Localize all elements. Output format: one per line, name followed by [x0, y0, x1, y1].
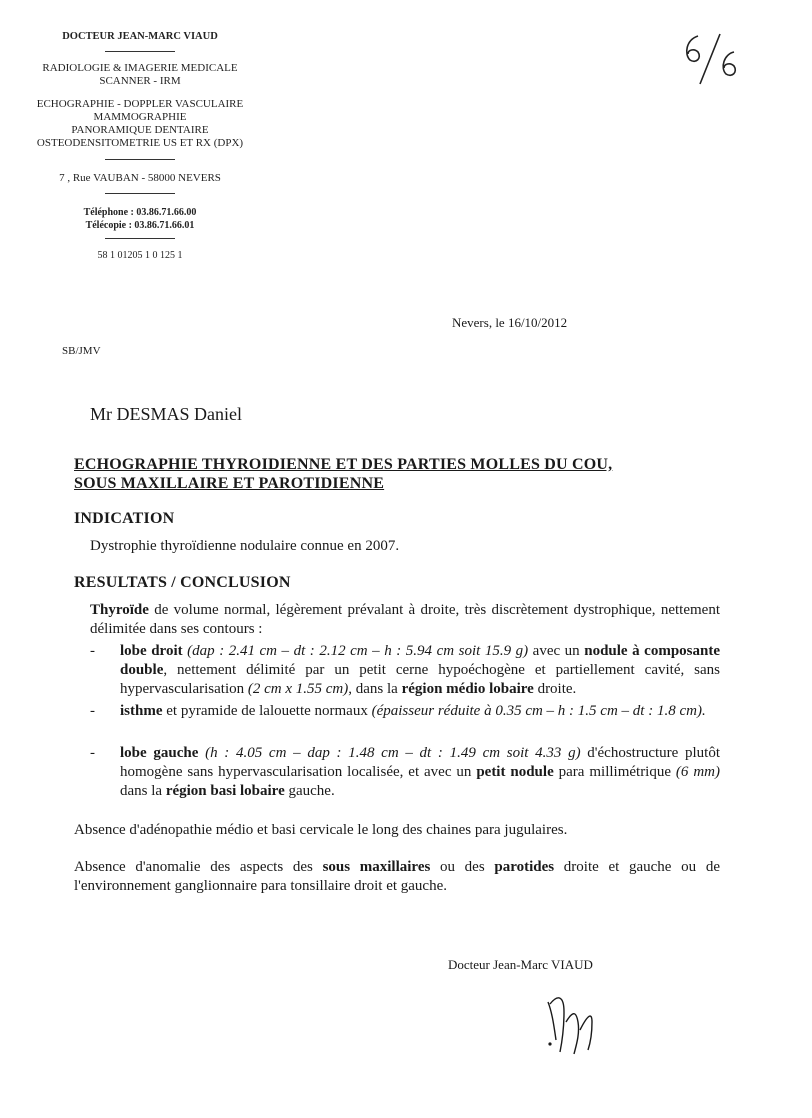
bullet-measure: (2 cm x 1.55 cm) — [247, 681, 349, 697]
indication-heading: INDICATION — [74, 510, 175, 527]
bullet-dash: - — [90, 745, 95, 761]
thyroid-label: Thyroïde — [90, 602, 149, 618]
bullet-label: lobe droit — [120, 643, 183, 659]
signature-handwriting — [536, 982, 616, 1062]
bullet-bold: nodule à composante double — [120, 643, 720, 678]
signature-name: Docteur Jean-Marc VIAUD — [448, 957, 593, 972]
bullet-text: droite. — [533, 681, 577, 697]
bullet-measure: (épaisseur réduite à 0.35 cm – h : 1.5 cm – dt : 1.8 cm). — [371, 703, 706, 719]
reference: SB/JMV — [62, 345, 101, 357]
specialty-line: RADIOLOGIE & IMAGERIE MEDICALE — [42, 62, 238, 74]
specialty-line: SCANNER - IRM — [99, 75, 181, 87]
glands-bold: sous maxillaires — [322, 859, 431, 875]
results-heading: RESULTATS / CONCLUSION — [74, 574, 291, 591]
adenopathy-paragraph: Absence d'adénopathie médio et basi cervicale le long des chaines para jugulaires. — [74, 822, 568, 838]
patient-name: Mr DESMAS Daniel — [90, 404, 242, 424]
thyroid-paragraph — [90, 601, 720, 639]
exam-title-line-2: SOUS MAXILLAIRE ET PAROTIDIENNE — [74, 475, 385, 492]
service-line: MAMMOGRAPHIE — [93, 111, 187, 123]
page-mark — [676, 28, 756, 88]
bullet-label: isthme — [120, 703, 163, 719]
bullet-text: d'échostructure plutôt homogène sans hypervascularisation localisée, et avec un — [120, 745, 720, 780]
page-mark-handwriting — [676, 28, 756, 88]
glands-text: ou des — [430, 859, 495, 875]
glands-text: Absence d'anomalie des aspects des — [74, 859, 323, 875]
bullet-text: dans la — [120, 783, 166, 799]
service-line: ECHOGRAPHIE - DOPPLER VASCULAIRE — [36, 98, 244, 110]
list-item — [90, 642, 720, 699]
divider — [105, 159, 175, 160]
bullet-text: , dans la — [348, 681, 402, 697]
service-line: PANORAMIQUE DENTAIRE — [71, 124, 209, 136]
bullet-dash: - — [90, 643, 95, 659]
bullet-label: lobe gauche — [120, 745, 199, 761]
bullet-measure: (6 mm) — [675, 764, 720, 780]
letterhead — [22, 30, 258, 262]
place-date: Nevers, le 16/10/2012 — [452, 315, 568, 330]
bullet-text: avec un — [528, 643, 585, 659]
address: 7 , Rue VAUBAN - 58000 NEVERS — [59, 172, 221, 184]
phone: Téléphone : 03.86.71.66.00 — [83, 207, 197, 218]
exam-title-line-1: ECHOGRAPHIE THYROIDIENNE ET DES PARTIES MOLLES DU COU, — [74, 456, 613, 473]
service-line: OSTEODENSITOMETRIE US ET RX (DPX) — [36, 137, 244, 149]
bullet-bold: région médio lobaire — [401, 681, 534, 697]
signature — [536, 982, 616, 1062]
glands-bold: parotides — [494, 859, 555, 875]
list-item — [90, 702, 720, 721]
bullet-measure: (h : 4.05 cm – dap : 1.48 cm – dt : 1.49 cm soit 4.33 g) — [198, 745, 581, 761]
bullet-measure: (dap : 2.41 cm – dt : 2.12 cm – h : 5.94 cm soit 15.9 g) — [182, 643, 529, 659]
divider — [105, 193, 175, 194]
bullet-text: gauche. — [284, 783, 335, 799]
glands-paragraph — [74, 858, 720, 896]
list-item — [90, 744, 720, 801]
glands-text: droite et gauche ou de l'environnement ganglionnaire para tonsillaire droit et gauche. — [74, 859, 720, 894]
bullet-text: et pyramide de lalouette normaux — [162, 703, 372, 719]
thyroid-text: de volume normal, légèrement prévalant à droite, très discrètement dystrophique, nettement délimitée dans ses contours : — [90, 602, 720, 637]
bullet-text: , nettement délimité par un petit cerne hypoéchogène et partiellement cavité, sans hypervascularisation — [120, 662, 720, 697]
fax: Télécopie : 03.86.71.66.01 — [85, 220, 195, 231]
doctor-name: DOCTEUR JEAN-MARC VIAUD — [62, 31, 218, 42]
divider — [105, 51, 175, 52]
bullet-dash: - — [90, 703, 95, 719]
bullet-bold: région basi lobaire — [165, 783, 285, 799]
id-number: 58 1 01205 1 0 125 1 — [97, 250, 183, 261]
indication-text: Dystrophie thyroïdienne nodulaire connue en 2007. — [90, 538, 400, 554]
bullet-text: para millimétrique — [553, 764, 676, 780]
divider — [105, 238, 175, 239]
bullet-bold: petit nodule — [476, 764, 554, 780]
